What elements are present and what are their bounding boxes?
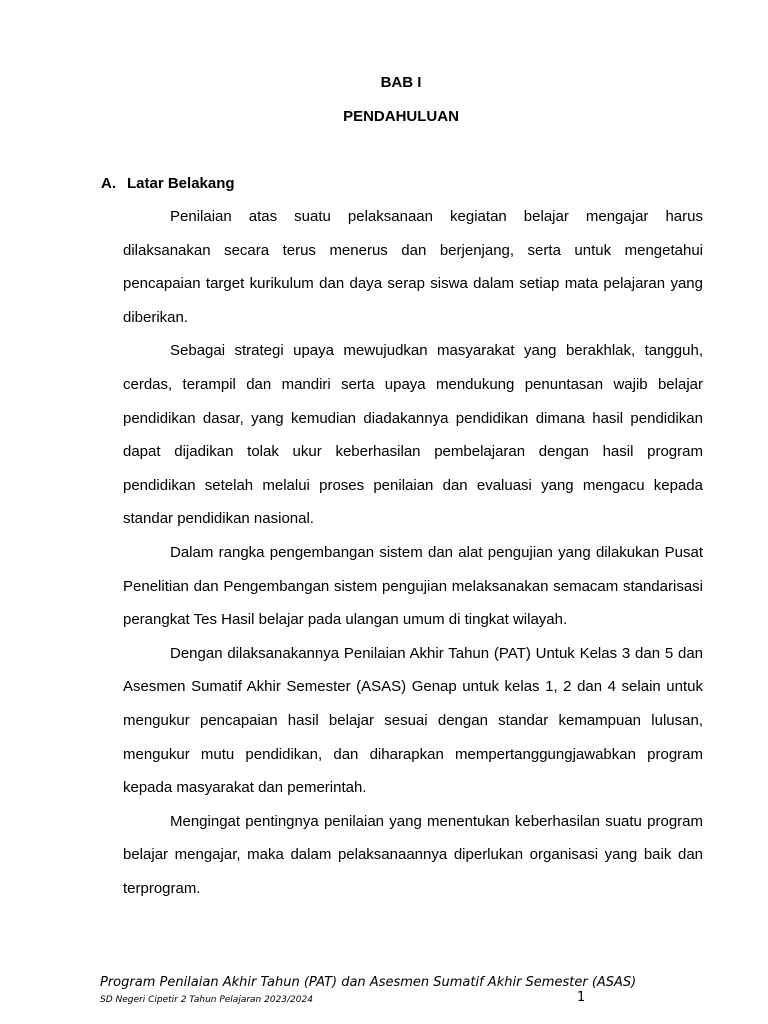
paragraph: Mengingat pentingnya penilaian yang menentukan keberhasilan suatu program belajar mengajar, maka dalam pelaksanaannya diperlukan organisasi yang baik dan terprogram. [123, 812, 703, 897]
chapter-number: BAB I [380, 74, 422, 91]
page-number: 1 [577, 990, 586, 1005]
footer-program-title: Program Penilaian Akhir Tahun (PAT) dan Asesmen Sumatif Akhir Semester (ASAS) [100, 975, 637, 990]
paragraph: Penilaian atas suatu pelaksanaan kegiatan belajar mengajar harus dilaksanakan secara terus menerus dan berjenjang, serta untuk mengetahui pencapaian target kurikulum dan daya serap siswa dalam setiap mata pelajaran yang diberikan. [123, 208, 703, 326]
section-number: A. [101, 175, 116, 192]
section-heading [101, 175, 235, 192]
paragraph: Sebagai strategi upaya mewujudkan masyarakat yang berakhlak, tangguh, cerdas, terampil dan mandiri serta upaya mendukung penuntasan wajib belajar pendidikan dasar, yang kemudian diadakannya pendidikan dimana hasil pendidikan dapat dijadikan tolak ukur keberhasilan pembelajaran dengan hasil program pendidikan setelah melalui proses penilaian dan evaluasi yang mengacu kepada standar pendidikan nasional. [123, 342, 703, 528]
chapter-title: PENDAHULUAN [343, 108, 459, 125]
paragraph: Dengan dilaksanakannya Penilaian Akhir Tahun (PAT) Untuk Kelas 3 dan 5 dan Asesmen Sumatif Akhir Semester (ASAS) Genap untuk kelas 1, 2 dan 4 selain untuk mengukur pencapaian hasil belajar sesuai dengan standar kemampuan lulusan, mengukur mutu pendidikan, dan diharapkan mempertanggungjawabkan program kepada masyarakat dan pemerintah. [123, 644, 703, 797]
footer-school-year: SD Negeri Cipetir 2 Tahun Pelajaran 2023/2024 [100, 995, 313, 1005]
body-text [123, 200, 703, 905]
paragraph: Dalam rangka pengembangan sistem dan alat pengujian yang dilakukan Pusat Penelitian dan Pengembangan sistem pengujian melaksanakan semacam standarisasi perangkat Tes Hasil belajar pada ulangan umum di tingkat wilayah. [123, 543, 703, 629]
section-title: Latar Belakang [127, 175, 235, 192]
